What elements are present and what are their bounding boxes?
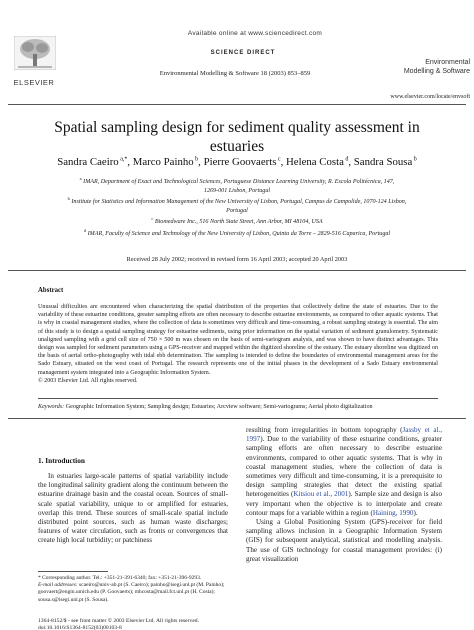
section-heading: 1. Introduction <box>38 456 85 465</box>
affiliation: $^b$ Institute for Statistics and Information Management of the New University of Lisbon, Portugal, Campus de Campolide, 1070-124 Lisbon, <box>67 196 407 206</box>
author[interactable]: Marco Painho $^b$ <box>132 156 199 168</box>
available-online-text: Available online at www.sciencedirect.com <box>187 30 323 37</box>
elsevier-tree-logo <box>14 36 56 70</box>
abstract-copyright: © 2003 Elsevier Ltd. All rights reserved. <box>38 377 138 384</box>
journal-citation: Environmental Modelling & Software 18 (2003) 853–859 <box>159 70 311 77</box>
journal-header <box>0 0 474 108</box>
email-addresses: E-mail addresses: scaeiro@univ-ab.pt (S. Caeiro); painho@isegi.unl.pt (M. Painho); goovaert@engin.umich.edu (P. Goovaerts); mhcosta@mail.fct.unl.pt (H. Costa); sousa.s@isegi.unl.pt (S. Sousa). <box>38 582 225 603</box>
paragraph: resulting from irregularities in bottom topography (Jassby et al., 1997). Due to the variability of these estuarine conditions, greater sampling efforts are often necessary to describe estuarine environments, compared to other aquatic systems. That is why in coastal management studies, where the collection of data is sometimes very difficult and time-consuming, it is a prerequisite to design sampling strategies that detect the existing spatial heterogeneities (Kitsiou et al., 2001). Sample size and design is also very important when the objective is to interpolate and create contour maps for a variable within a region (Haining, 1990). <box>246 426 442 517</box>
footnote <box>38 575 230 604</box>
intro-left-column: In estuaries large-scale patterns of spatial variability include the longitudinal salinity gradient along the continuum between the estuarine drainage basin and the coastal ocean. Sources of small-scale spatial variability, unique to or amplified for estuaries, overlap this trend. These sources of small-scale spatial include distributed point sources, such as human waste discharges; features of water circulation, such as fronts or convergences that create high local turbidity; or patchiness <box>38 472 228 545</box>
keywords-label: Keywords: <box>38 404 65 410</box>
keywords-list: Geographic Information System; Sampling design; Estuaries; Arcview software; Semi-variograms; Aerial photo digitalization <box>65 404 373 410</box>
author[interactable]: Sandra Caeiro $^{a,*}$ <box>57 156 128 168</box>
intro-right-column <box>246 418 442 564</box>
citation-link[interactable]: Haining, 1990 <box>372 508 414 517</box>
citation-link[interactable]: Jassby et al., 1997 <box>246 426 442 444</box>
header-divider <box>8 104 466 105</box>
journal-name-line1: Environmental <box>425 59 470 66</box>
paragraph: Using a Global Positioning System (GPS)-receiver for field sampling allows inclusion in a Geographic Information System (GIS) for subsequent analytical, statistical and modelling analysis. The use of GIS technology for coastal management provides: (i) great visualization <box>246 518 442 563</box>
doi[interactable]: doi:10.1016/S1364-8152(03)00103-8 <box>38 625 122 630</box>
front-matter <box>38 618 448 630</box>
affiliation-cont: Portugal <box>226 207 248 214</box>
affiliation: $^d$ IMAR, Faculty of Science and Technology of the New University of Lisbon, Quinta da Torre – 2829-516 Caparica, Portugal <box>83 228 391 238</box>
affiliation: $^a$ IMAR, Department of Exact and Technological Sciences, Portuguese Distance Learning University, R. Escola Politécnica, 147, <box>79 176 395 186</box>
affiliation-cont: 1269-001 Lisbon, Portugal <box>203 187 271 194</box>
citation-link[interactable]: Kitsiou et al., 2001 <box>293 490 349 499</box>
title-line1: Spatial sampling design for sediment quality assessment in <box>54 119 420 136</box>
publisher-name: ELSEVIER <box>13 78 55 87</box>
corresponding-author: * Corresponding author. Tel.: +351-21-391-6340; fax: +351-21-396-9293. <box>38 575 202 581</box>
received-dates: Received 28 July 2002; received in revised form 16 April 2003; accepted 20 April 2003 <box>126 256 348 263</box>
abstract-heading: Abstract <box>38 287 64 294</box>
divider <box>8 270 466 271</box>
title-line2: estuaries <box>209 138 265 155</box>
affiliation: $^c$ Biomedware Inc., 516 North State Street, Ann Arbor, MI 48104, USA <box>151 216 323 226</box>
journal-name-line2: Modelling & Software <box>403 68 470 75</box>
journal-url[interactable]: www.elsevier.com/locate/envsoft <box>390 94 470 100</box>
author[interactable]: Sandra Sousa $^b$ <box>353 156 417 168</box>
journal-name <box>392 58 470 76</box>
keywords <box>38 404 438 410</box>
abstract-body: Unusual difficulties are encountered when characterizing the spatial distribution of the properties that collectively define the state of estuaries. Due to the variability of these estuarine conditions, greater sampling efforts are often necessary to describe estuarine environments, as compared to other aquatic systems. That is why in coastal management studies, where the collection of data is sometimes very difficult and time-consuming, a robust sampling strategy is essential. The aim of this study is to design a spatial sampling strategy for estuarine sediments, using prior information on the spatial variation of sediment granulometry. Systematic unaligned sampling with a grid cell size of 750 × 500 m was chosen on the basis of semi-variogram analysis, and was shown to have distinct advantages. This design was sampled for sediment parameters using a GPS-receiver and mapped within the digitized shoreline of the estuary. The estuary shoreline was digitized on the basis of aerial ortho-photography with tidal ebb determination. The sampling is intended to define the boundaries of environmental management areas for the Sado Estuary, situated on the west coast of Portugal. The research represents one of the initial phases in the development of a Sado Estuary environmental management system integrated into a Geographic Information System. © 2003 Elsevier Ltd. All rights reserved. <box>38 304 438 384</box>
author[interactable]: Helena Costa $^d$ <box>286 156 349 168</box>
sciencedirect-text: SCIENCE DIRECT <box>210 50 276 56</box>
divider <box>38 398 438 399</box>
article-title <box>30 118 444 156</box>
sciencedirect-logo <box>178 50 308 56</box>
front-matter-line: 1364-8152/$ - see front matter © 2003 Elsevier Ltd. All rights reserved. <box>38 618 199 624</box>
author[interactable]: Pierre Goovaerts $^c$ <box>203 156 281 168</box>
footnote-divider <box>38 571 108 572</box>
author-list: Sandra Caeiro $^{a,*}$, Marco Painho $^b$, Pierre Goovaerts $^c$, Helena Costa $^d$, Sandra Sousa $^b$ <box>57 156 417 168</box>
affiliations <box>30 175 444 239</box>
